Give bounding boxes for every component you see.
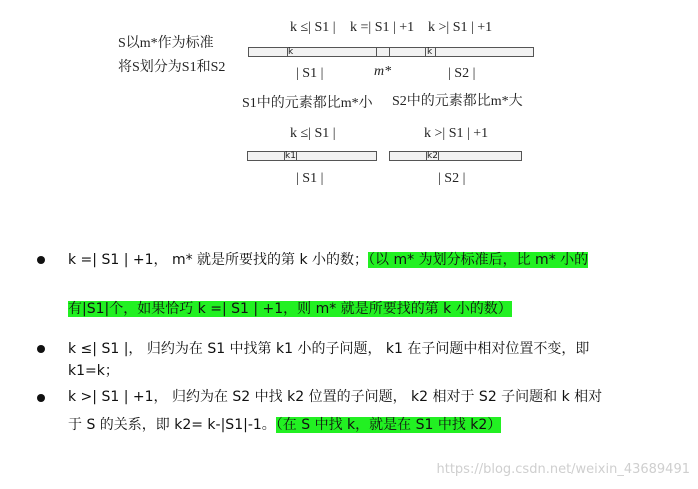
bullet-3-line-2 <box>68 414 501 436</box>
sub-under-s1: | S1 | <box>296 171 324 186</box>
bar-divider <box>435 48 436 56</box>
bullet-dot <box>37 394 45 402</box>
bar-divider <box>389 48 390 56</box>
bullet-dot <box>37 256 45 264</box>
label-k-gt-s1: k >| S1 | +1 <box>428 20 493 35</box>
label-k-eq-s1: k =| S1 | +1 <box>350 20 415 35</box>
s2-description: S2中的元素都比m*大 <box>392 94 523 109</box>
array-bar <box>248 47 534 57</box>
subarray-s1-bar <box>247 151 377 161</box>
subarray-s2-bar <box>389 151 522 161</box>
bullet-3-highlight: （在 S 中找 k，就是在 S1 中找 k2） <box>275 417 502 433</box>
sub-label-right: k >| S1 | +1 <box>424 126 489 141</box>
bullet-3-line-1: k >| S1 | +1， 归约为在 S2 中找 k2 位置的子问题， k2 相对于 S2 子问题和 k 相对 <box>68 389 603 405</box>
partition-label: 将S划分为S1和S2 <box>118 60 226 75</box>
under-s1: | S1 | <box>296 66 324 81</box>
bullet-1-highlight: （以 m* 为划分标准后，比 m* 小的 <box>368 252 589 268</box>
bar-divider <box>425 48 426 56</box>
under-m-star: m* <box>374 64 392 79</box>
bullet-dot <box>37 345 45 353</box>
bullet-3-text: 于 S 的关系，即 k2= k-|S1|-1。 <box>68 417 276 433</box>
watermark: https://blog.csdn.net/weixin_43689491 <box>436 462 690 477</box>
bullet-1-line-2 <box>68 298 512 320</box>
bar-k-left: k <box>288 47 294 57</box>
label-k-le-s1: k ≤| S1 | <box>290 20 336 35</box>
sub-under-s2: | S2 | <box>438 171 466 186</box>
under-s2: | S2 | <box>448 66 476 81</box>
bar-k-right: k <box>427 47 433 57</box>
sub-label-left: k ≤| S1 | <box>290 126 336 141</box>
bar-divider <box>438 152 439 160</box>
bar-divider <box>296 152 297 160</box>
bar-divider <box>376 48 377 56</box>
s1-description: S1中的元素都比m*小 <box>242 96 373 111</box>
k1-cell: k1 <box>285 151 296 161</box>
bullet-2-line-1: k ≤| S1 |， 归约为在 S1 中找第 k1 小的子问题， k1 在子问题中相对位置不变，即 <box>68 341 590 357</box>
bullet-2-line-2: k1=k； <box>68 363 119 379</box>
bullet-1-highlight-2: 有|S1|个，如果恰巧 k =| S1 | +1，则 m* 就是所要找的第 k 小的数） <box>68 301 512 317</box>
bullet-1-text: k =| S1 | +1， m* 就是所要找的第 k 小的数； <box>68 252 369 268</box>
bullet-1-line-1 <box>68 249 588 271</box>
criterion-label: S以m*作为标准 <box>118 36 214 51</box>
k2-cell: k2 <box>427 151 438 161</box>
